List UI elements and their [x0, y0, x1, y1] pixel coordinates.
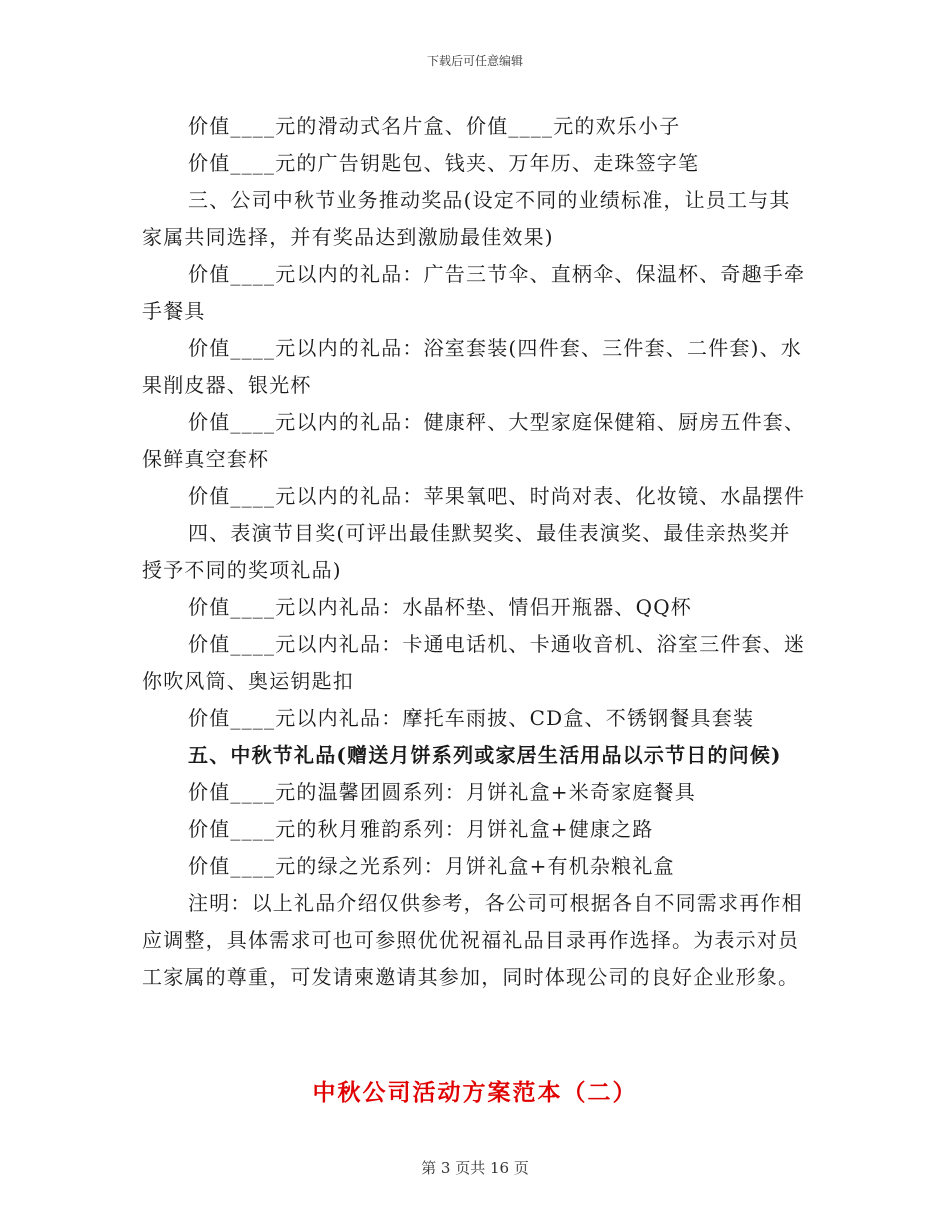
note-paragraph: 注明：以上礼品介绍仅供参考，各公司可根据各自不同需求再作相应调整，具体需求可也可参照优优祝福礼品目录再作选择。为表示对员工家属的尊重，可发请柬邀请其参加，同时体现公司的良好企业形象。 [142, 891, 803, 989]
page-header: 下载后可任意编辑 [426, 54, 523, 68]
page-footer: 第 3 页共 16 页 [421, 1159, 529, 1177]
section-heading: 三、公司中秋节业务推动奖品(设定不同的业绩标准，让员工与其家属共同选择，并有奖品达到激励最佳效果) [142, 188, 791, 249]
section-title: 中秋公司活动方案范本（二） [312, 1079, 638, 1106]
paragraph: 价值____元以内礼品：水晶杯垫、情侣开瓶器、QQ杯 [188, 595, 692, 619]
paragraph: 价值____元的秋月雅韵系列：月饼礼盒+健康之路 [188, 817, 654, 841]
paragraph: 价值____元以内礼品：卡通电话机、卡通收音机、浴室三件套、迷你吹风筒、奥运钥匙扣 [142, 632, 806, 693]
paragraph: 价值____元的绿之光系列：月饼礼盒+有机杂粮礼盒 [188, 854, 675, 878]
paragraph: 价值____元以内的礼品：苹果氧吧、时尚对表、化妆镜、水晶摆件 [188, 484, 806, 508]
paragraph: 价值____元以内礼品：摩托车雨披、CD盒、不锈钢餐具套装 [188, 706, 755, 730]
paragraph: 价值____元以内的礼品：浴室套装(四件套、三件套、二件套)、水果削皮器、银光杯 [142, 336, 803, 397]
paragraph: 价值____元的滑动式名片盒、价值____元的欢乐小子 [188, 114, 681, 138]
section-heading: 五、中秋节礼品(赠送月饼系列或家居生活用品以示节日的问候) [188, 743, 782, 767]
document-body [142, 108, 810, 996]
section-heading: 四、表演节目奖(可评出最佳默契奖、最佳表演奖、最佳亲热奖并授予不同的奖项礼品) [142, 521, 791, 582]
paragraph: 价值____元以内的礼品：健康秤、大型家庭保健箱、厨房五件套、保鲜真空套杯 [142, 410, 806, 471]
paragraph: 价值____元以内的礼品：广告三节伞、直柄伞、保温杯、奇趣手牵手餐具 [142, 262, 806, 323]
paragraph: 价值____元的广告钥匙包、钱夹、万年历、走珠签字笔 [188, 151, 700, 175]
paragraph: 价值____元的温馨团圆系列：月饼礼盒+米奇家庭餐具 [188, 780, 696, 804]
